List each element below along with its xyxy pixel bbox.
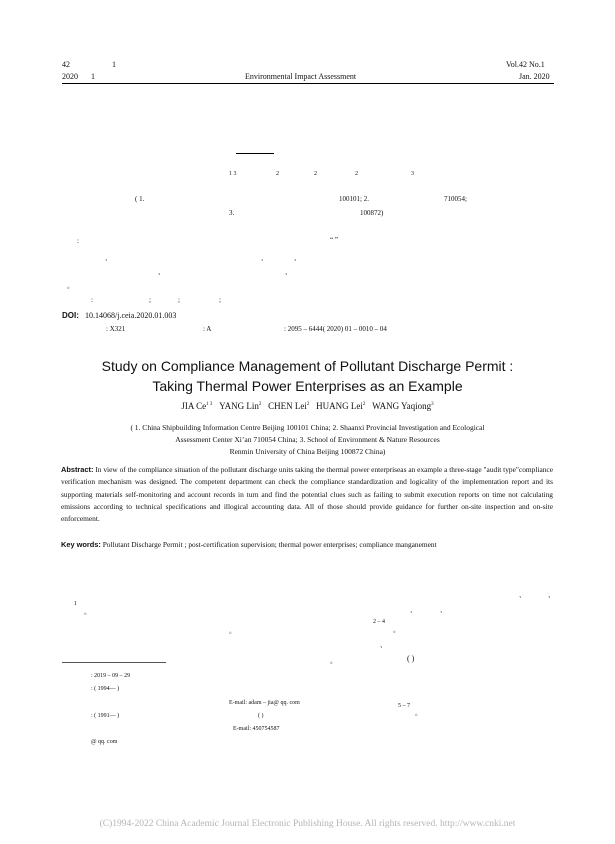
- punct-mark: 、: [294, 254, 301, 262]
- clc-number: : X321: [106, 325, 126, 333]
- punct-mark: 、: [105, 254, 112, 262]
- affil-cn-postcode-3: 100872): [360, 209, 384, 217]
- author-name: HUANG Lei: [316, 401, 363, 411]
- footnote-received: : 2019 – 09 – 29: [91, 673, 131, 679]
- punct-mark: 、: [519, 591, 526, 599]
- punct-mark: 、: [410, 606, 417, 614]
- affil-cn-num-3: 3.: [229, 209, 235, 217]
- month-cn: 1: [91, 72, 95, 81]
- punct-mark: 、: [158, 268, 165, 276]
- author-sup-5: 3: [411, 171, 414, 177]
- affil-en-line-3: Renmin University of China Beijing 100872 China): [229, 447, 386, 456]
- footnote-bio-1: : ( 1994— ): [91, 686, 120, 692]
- author-name: JIA Ce: [181, 401, 207, 411]
- punct-mark: 。: [393, 626, 400, 634]
- author-sup: 2: [362, 402, 366, 407]
- abstract-text: In view of the compliance situation of the pollutant discharge units taking the thermal power enterpriseas an example a three-stage "audit type"compliance verification mechanism was designed. The competent department can check the compliance standardization and logicality of the implementation report and its supporting materials self-monitoring and account records in turn and find the potential clues such as failing to submit execution reports on time not calculating emissions according to technical specifications and illogical accounting data. All of those should provide guidance for further on-site inspection and on-site enforcement.: [61, 465, 553, 524]
- punct-mark: 。: [84, 608, 91, 616]
- affil-cn-open: ( 1.: [135, 195, 145, 203]
- author-sup: 2: [306, 402, 310, 407]
- footnote-bio-2: : ( 1991— ): [91, 713, 120, 719]
- punct-mark: ;: [178, 296, 180, 304]
- authors-en: [0, 401, 615, 411]
- punct-mark: 。: [229, 627, 236, 635]
- affil-cn-postcode-2: 710054;: [444, 195, 467, 203]
- doi-label: DOI:: [62, 311, 79, 320]
- punct-mark: ;: [219, 296, 221, 304]
- article-id: : 2095 – 6444( 2020) 01 – 0010 – 04: [284, 325, 387, 333]
- keywords-en: [61, 540, 561, 549]
- punct-mark: 、: [285, 268, 292, 276]
- author-name: WANG Yaqiong: [372, 401, 432, 411]
- footnote-rule: [62, 662, 166, 663]
- author-name: CHEN Lei: [268, 401, 307, 411]
- author-name: YANG Lin: [219, 401, 259, 411]
- citation-ref-2: 2 – 4: [373, 619, 385, 625]
- abstract-cn-quote: “ ”: [330, 236, 338, 244]
- volume-cn: 42: [62, 60, 70, 69]
- document-code: : A: [203, 325, 212, 333]
- affil-en-line-2: Assessment Center Xi’an 710054 China; 3. School of Environment & Nature Resources: [175, 435, 440, 444]
- copyright-line: (C)1994-2022 China Academic Journal Electronic Publishing House. All rights reserved. http://www.cnki.net: [99, 819, 516, 829]
- abstract-cn-colon: :: [77, 237, 79, 245]
- author-sup-4: 2: [355, 171, 358, 177]
- affil-en-line-1: ( 1. China Shipbuilding Information Centre Beijing 100101 China; 2. Shaanxi Provincial Investigation and Ecological: [130, 423, 485, 432]
- volume-issue-en: Vol.42 No.1: [506, 60, 545, 69]
- abstract-en: [61, 464, 553, 525]
- keywords-text: Pollutant Discharge Permit ; post-certification supervision; thermal power enterprises; compliance manganement: [100, 540, 437, 549]
- abstract-label: Abstract:: [61, 465, 94, 474]
- doi-value: 10.14068/j.ceia.2020.01.003: [85, 311, 177, 320]
- keywords-cn-colon: :: [91, 296, 93, 304]
- footnote-bio-2-paren: ( ): [258, 713, 264, 719]
- title-en-line-1: Study on Compliance Management of Pollutant Discharge Permit :: [101, 358, 514, 374]
- footnote-email-2: E-mail: 450754587: [233, 726, 280, 732]
- citation-ref-1: 1: [74, 601, 77, 607]
- title-en-line-2: Taking Thermal Power Enterprises as an Example: [152, 378, 463, 394]
- title-underline: [236, 153, 274, 154]
- punct-mark: 、: [548, 591, 555, 599]
- author-sup: 2: [258, 402, 262, 407]
- punct-mark: ;: [149, 296, 151, 304]
- date-en: Jan. 2020: [519, 72, 550, 81]
- punct-mark: 、: [440, 606, 447, 614]
- footnote-email-1: E-mail: adam – jia@ qq. com: [229, 700, 300, 706]
- citation-ref-3: 5 – 7: [398, 703, 410, 709]
- author-sup-1: 1 3: [229, 171, 237, 177]
- punct-mark: 。: [330, 657, 337, 665]
- header-rule: [62, 83, 554, 84]
- punct-mark: 、: [380, 641, 387, 649]
- affil-cn-postcode-1: 100101; 2.: [339, 195, 369, 203]
- journal-name: Environmental Impact Assessment: [245, 72, 357, 81]
- year-cn: 2020: [62, 72, 78, 81]
- punct-mark: 。: [415, 709, 422, 717]
- author-sup: 1 3: [206, 402, 213, 407]
- issue-cn: 1: [112, 60, 116, 69]
- footnote-email-2-tail: @ qq. com: [91, 739, 118, 745]
- punct-mark: 。: [67, 282, 74, 290]
- punct-mark: 、: [261, 254, 268, 262]
- section-paren: ( ): [407, 654, 415, 663]
- author-sup-2: 2: [276, 171, 279, 177]
- author-sup: 3: [431, 402, 434, 407]
- author-sup-3: 2: [314, 171, 317, 177]
- keywords-label: Key words:: [61, 540, 101, 549]
